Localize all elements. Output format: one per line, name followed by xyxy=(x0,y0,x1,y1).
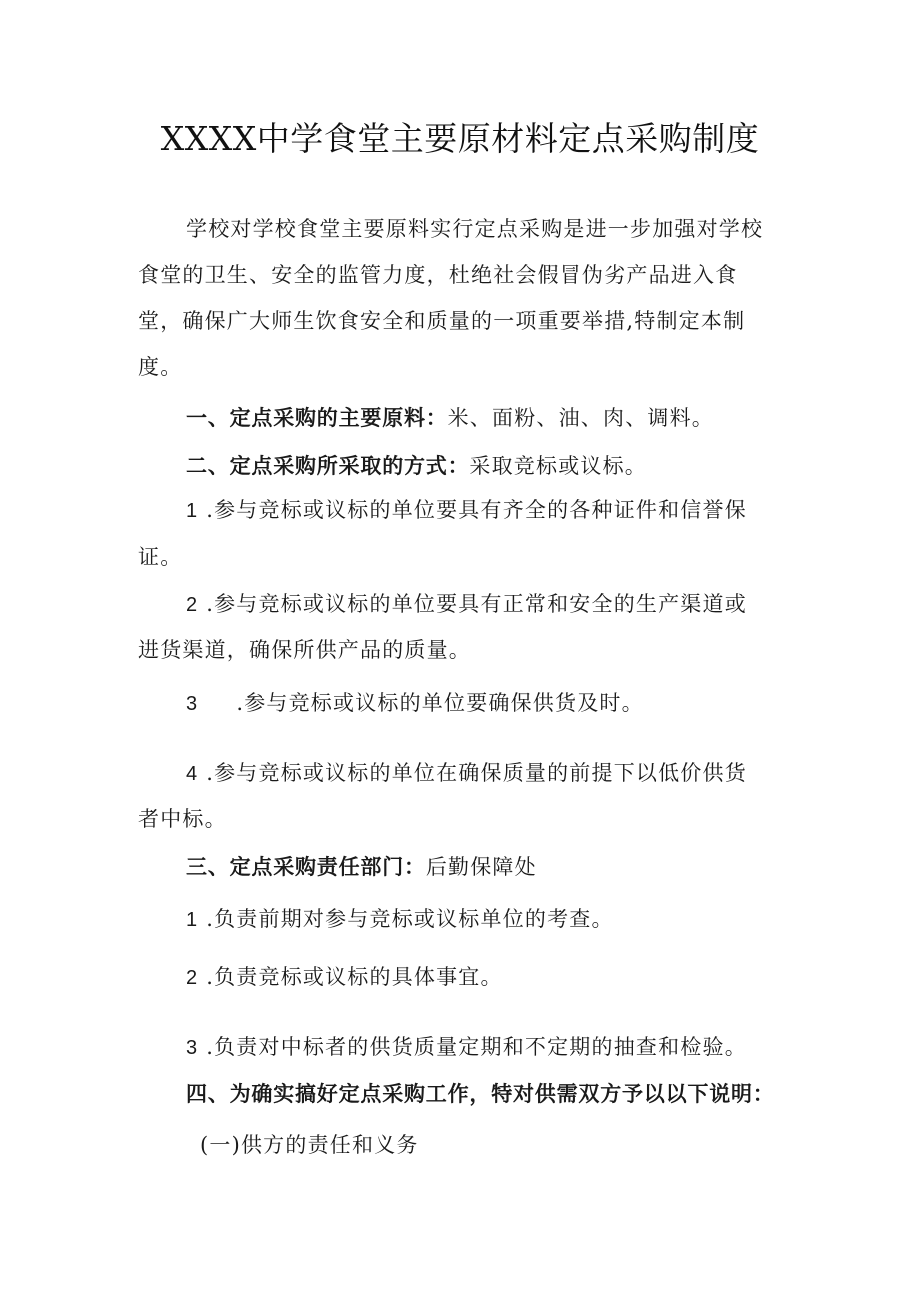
item-text: .负责前期对参与竞标或议标单位的考查。 xyxy=(206,907,614,931)
section-4-heading: 四、为确实搞好定点采购工作，特对供需双方予以以下说明： xyxy=(186,1082,775,1106)
section-2-item-4-cont: 者中标。 xyxy=(138,807,227,831)
section-1-heading: 一、定点采购的主要原料： xyxy=(186,406,448,430)
item-text: .参与竞标或议标的单位要具有齐全的各种证件和信誉保 xyxy=(206,498,747,522)
item-text: .负责竞标或议标的具体事宜。 xyxy=(206,965,503,989)
intro-line-4: 度。 xyxy=(138,355,183,379)
item-number: 4 xyxy=(186,763,199,785)
document-title: XXXX中学食堂主要原材料定点采购制度 xyxy=(160,119,760,158)
item-text: .负责对中标者的供货质量定期和不定期的抽查和检验。 xyxy=(206,1035,747,1059)
item-number: 3 xyxy=(186,1037,199,1059)
item-text: .参与竞标或议标的单位在确保质量的前提下以低价供货 xyxy=(206,761,747,785)
section-3-content: 后勤保障处 xyxy=(425,855,537,879)
item-text: .参与竞标或议标的单位要具有正常和安全的生产渠道或 xyxy=(206,592,747,616)
section-2 xyxy=(186,451,647,481)
section-4-sub-1: (一)供方的责任和义务 xyxy=(200,1133,419,1157)
intro-line-1: 学校对学校食堂主要原料实行定点采购是进一步加强对学校 xyxy=(186,217,764,241)
item-number: 1 xyxy=(186,909,199,931)
item-number: 2 xyxy=(186,594,199,616)
item-number: 3 xyxy=(186,693,199,715)
item-number: 1 xyxy=(186,500,199,522)
section-3-item-2 xyxy=(186,962,503,993)
item-number: 2 xyxy=(186,967,199,989)
section-2-item-3 xyxy=(186,688,644,719)
intro-line-3: 堂，确保广大师生饮食安全和质量的一项重要举措,特制定本制 xyxy=(138,309,746,333)
section-2-item-2 xyxy=(186,589,747,620)
section-1-content: 米、面粉、油、肉、调料。 xyxy=(447,406,715,430)
section-2-content: 采取竞标或议标。 xyxy=(469,454,648,478)
section-3-item-1 xyxy=(186,904,614,935)
section-2-item-1-cont: 证。 xyxy=(138,545,183,569)
section-2-heading: 二、定点采购所采取的方式： xyxy=(186,454,470,478)
section-1 xyxy=(186,403,714,433)
item-text: .参与竞标或议标的单位要确保供货及时。 xyxy=(236,691,644,715)
section-3-item-3 xyxy=(186,1032,747,1063)
intro-line-2: 食堂的卫生、安全的监管力度，杜绝社会假冒伪劣产品进入食 xyxy=(138,263,738,287)
section-2-item-1 xyxy=(186,495,747,526)
section-3 xyxy=(186,852,537,882)
section-3-heading: 三、定点采购责任部门： xyxy=(186,855,426,879)
section-2-item-2-cont: 进货渠道，确保所供产品的质量。 xyxy=(138,638,471,662)
section-2-item-4 xyxy=(186,758,747,789)
